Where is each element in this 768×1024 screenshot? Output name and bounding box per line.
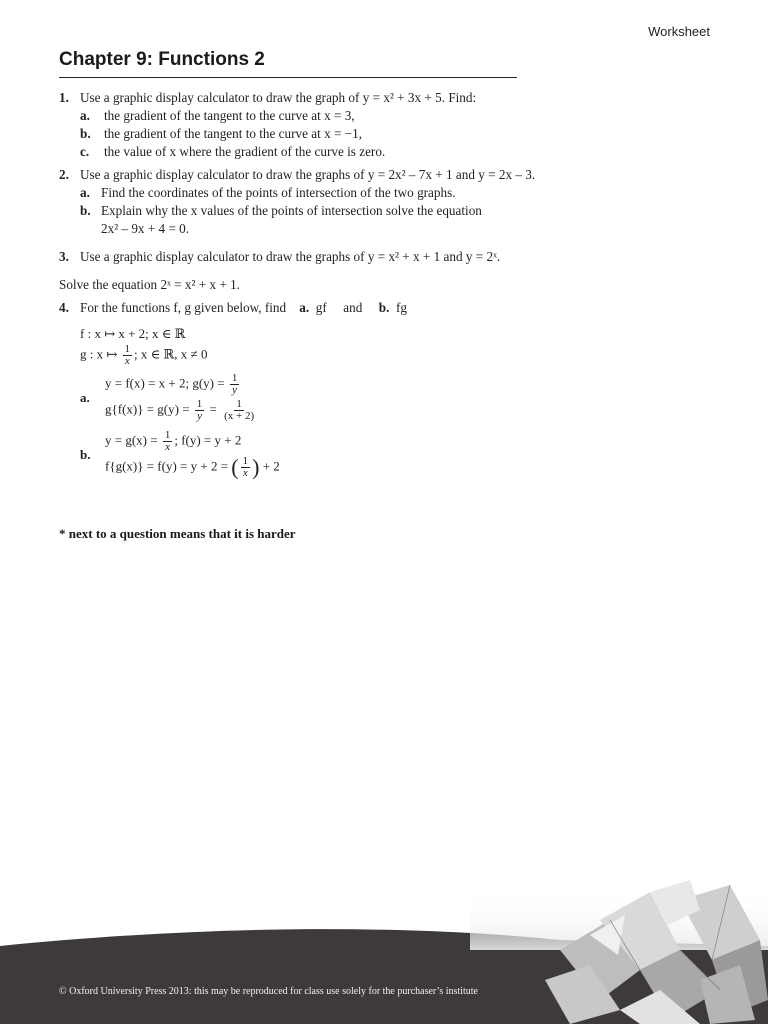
part-text: the value of x where the gradient of the curve is zero.	[104, 144, 386, 159]
question-part	[80, 107, 699, 125]
question-1	[59, 89, 699, 107]
g-definition	[80, 344, 699, 367]
question-number: 1.	[59, 90, 69, 105]
question-text: Use a graphic display calculator to draw the graph of	[80, 90, 363, 105]
footer-band	[0, 880, 768, 1024]
question-number: 2.	[59, 167, 69, 182]
answer-b	[59, 430, 699, 479]
part-label: b.	[80, 446, 91, 462]
fraction: $\frac{1}{(x + 2)}$	[224, 398, 255, 422]
function-definitions	[59, 325, 699, 367]
question-3-solve: Solve the equation 2ˣ = x² + x + 1.	[59, 277, 240, 292]
question-equation: y = x² + 3x + 5.	[362, 90, 446, 105]
question-text: Use a graphic display calculator to draw the graphs of y = x² + x + 1 and y = 2ˣ.	[80, 249, 501, 264]
worksheet-body	[59, 89, 699, 479]
title-divider	[59, 77, 517, 78]
conjunction: and	[343, 300, 363, 315]
answer-a-line-1: y = f(x) = x + 2; g(y) = $\frac{1}{y}$	[105, 372, 238, 396]
part-label: b.	[80, 126, 91, 141]
part-label: a.	[80, 389, 90, 405]
question-2-parts	[59, 184, 699, 238]
part-text: the gradient of the tangent to the curve at x = −1,	[104, 126, 363, 141]
fraction: $\frac{1}{y}$	[231, 372, 238, 396]
part-label: c.	[80, 144, 90, 159]
question-part	[80, 202, 699, 238]
question-number: 4.	[59, 300, 69, 315]
answer-b-line-2: f{g(x)} = f(y) = y + 2 = ( $\frac{1}{x}$ ) + 2	[105, 454, 280, 480]
part-label: b.	[378, 300, 390, 315]
fraction: $\frac{1}{y}$	[196, 398, 203, 422]
question-1-parts	[59, 107, 699, 161]
fraction: $\frac{1}{x}$	[242, 455, 249, 479]
part-label: b.	[80, 203, 91, 218]
part-text: Find the coordinates of the points of intersection of the two graphs.	[101, 185, 456, 200]
page-title: Chapter 9: Functions 2	[59, 49, 265, 70]
f-definition: f : x ↦ x + 2; x ∈ ℝ	[80, 326, 186, 341]
g-definition-lhs: g : x ↦	[80, 346, 118, 362]
part-fg: fg	[396, 300, 408, 315]
answer-a	[59, 373, 699, 422]
g-definition-domain: ; x ∈ ℝ, x ≠ 0	[134, 346, 208, 362]
part-label: a.	[299, 300, 310, 315]
question-2	[59, 166, 699, 184]
fraction: $\frac{1}{x}$	[124, 343, 131, 367]
footnote: * next to a question means that it is harder	[59, 526, 296, 541]
part-label: a.	[80, 108, 90, 123]
question-3	[59, 248, 699, 266]
answer-a-line-2: g{f(x)} = g(y) = $\frac{1}{y}$ = $\frac{1}{(x + 2)}$	[105, 398, 255, 422]
part-text: the gradient of the tangent to the curve at x = 3,	[104, 108, 355, 123]
question-part	[80, 184, 699, 202]
answer-b-line-1: y = g(x) = $\frac{1}{x}$ ; f(y) = y + 2	[105, 429, 242, 453]
question-text-end: Find:	[445, 90, 477, 105]
part-text: Explain why the x values of the points of intersection solve the equation	[101, 203, 482, 218]
question-part	[80, 143, 699, 161]
part-equation: 2x² – 9x + 4 = 0.	[101, 221, 190, 236]
worksheet-label: Worksheet	[648, 24, 710, 39]
question-number: 3.	[59, 249, 69, 264]
question-text: Use a graphic display calculator to draw the graphs of y = 2x² – 7x + 1 and y = 2x – 3.	[80, 167, 536, 182]
question-part	[80, 125, 699, 143]
fraction: $\frac{1}{x}$	[164, 429, 171, 453]
part-gf: gf	[315, 300, 327, 315]
part-label: a.	[80, 185, 90, 200]
copyright-notice: © Oxford University Press 2013: this may be reproduced for class use solely for the purchaser’s institute	[59, 986, 478, 997]
question-text: For the functions f, g given below, find	[80, 300, 287, 315]
question-4	[59, 299, 699, 317]
